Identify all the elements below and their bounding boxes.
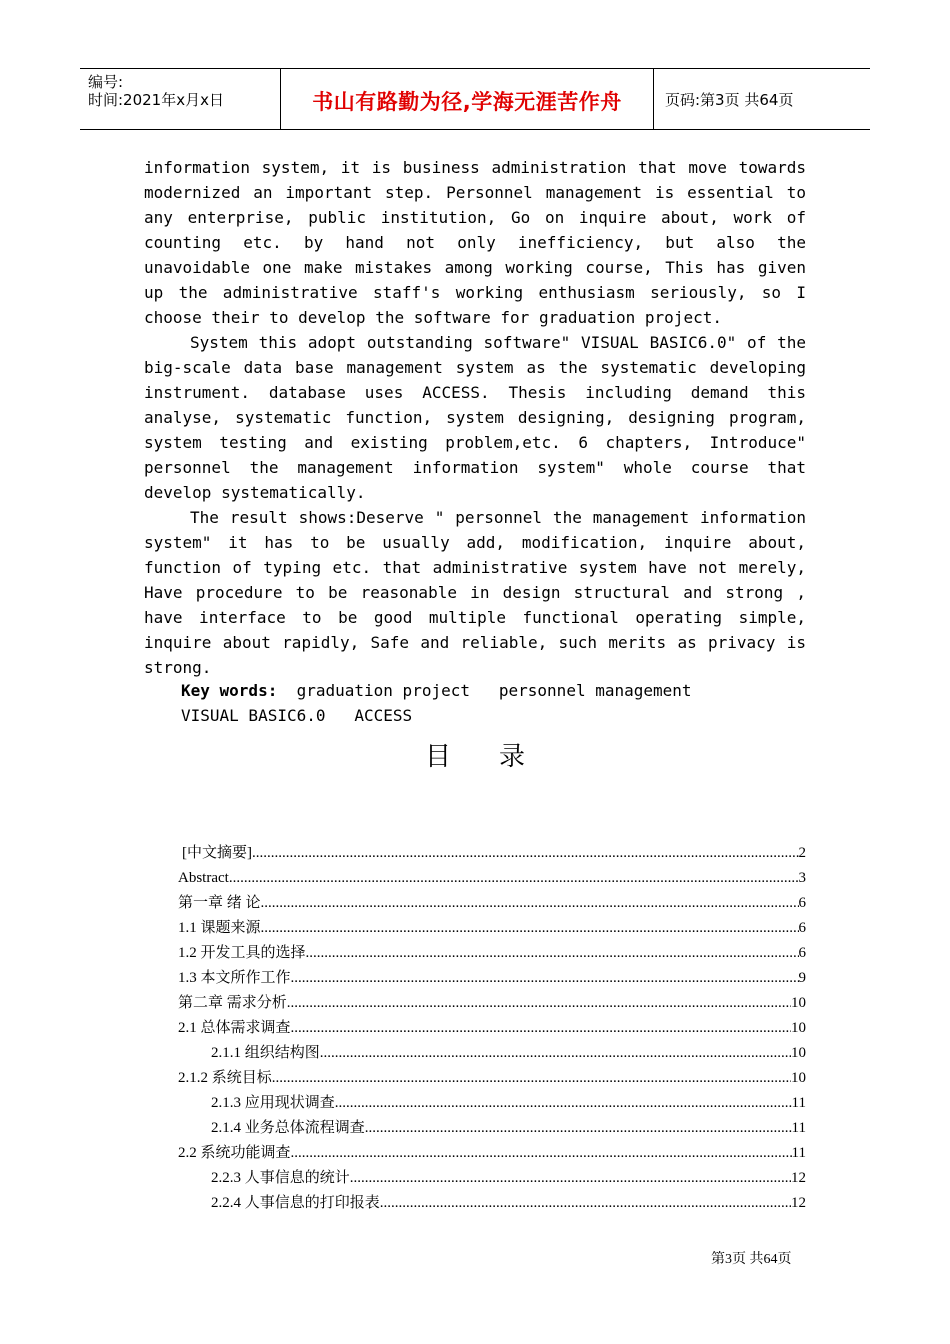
toc-dot-leader [261,891,799,916]
toc-entry-title: 2.1 总体需求调查 [178,1020,291,1036]
keywords [181,678,692,728]
toc-entry-page: 2 [798,845,806,861]
toc-entry[interactable] [211,1191,806,1216]
toc-dot-leader [252,841,799,866]
keywords-line-1: graduation project personnel management [277,681,692,700]
toc-entry-page: 10 [791,1070,806,1086]
abstract-paragraph: System this adopt outstanding software" VISUAL BASIC6.0" of the big-scale data base management system as the systematic developing instrument. database uses ACCESS. Thesis including demand this analyse, systematic function, system designing, designing program, system testing and existing problem,etc. 6 chapters, Introduce" personnel the management information system" whole course that develop systematically. [144,333,806,502]
toc-dot-leader [272,1066,791,1091]
toc-entry-title: 2.2.3 人事信息的统计 [211,1170,350,1186]
abstract-paragraph: The result shows:Deserve " personnel the management information system" it has to be usually add, modification, inquire about, function of typing etc. that administrative system have not merely, Have procedure to be reasonable in design structural and strong , have interface to be good multiple functional operating simple, inquire about rapidly, Safe and reliable, such merits as privacy is strong. [144,508,806,677]
toc-entry-title: 2.2 系统功能调查 [178,1145,291,1161]
toc-entry[interactable] [178,916,806,941]
toc-entry[interactable] [178,891,806,916]
header-page-cell [654,69,870,129]
toc-entry-page: 11 [791,1095,806,1111]
toc-dot-leader [229,866,799,891]
toc-dot-leader [306,941,799,966]
toc-dot-leader [291,966,799,991]
toc-title: 目录 [424,742,573,772]
page-footer: 第3页 共64页 [711,1252,792,1267]
toc-entry-title: Abstract [178,870,229,886]
toc-entry[interactable] [178,966,806,991]
toc-dot-leader [335,1091,792,1116]
keywords-label: Key words: [181,681,278,700]
toc-dot-leader [287,991,791,1016]
toc-entry[interactable] [178,1066,806,1091]
toc-entry[interactable] [211,1041,806,1066]
toc-entry-title: 1.1 课题来源 [178,920,261,936]
toc-dot-leader [291,1016,791,1041]
toc-entry-title: 2.1.1 组织结构图 [211,1045,320,1061]
toc-entry-title: 第二章 需求分析 [178,995,287,1011]
header-motto: 书山有路勤为径,学海无涯苦作舟 [312,90,622,114]
toc-entry-page: 10 [791,995,806,1011]
toc-entry-title: 2.1.4 业务总体流程调查 [211,1120,365,1136]
toc-entry[interactable] [211,1116,806,1141]
keywords-line-2: VISUAL BASIC6.0 ACCESS [181,706,413,725]
toc-entry-title: 1.3 本文所作工作 [178,970,291,986]
toc-entry-page: 3 [798,870,806,886]
toc-entry[interactable] [178,991,806,1016]
toc-entry-title: 第一章 绪 论 [178,895,261,911]
toc-entry[interactable] [178,1141,806,1166]
toc-entry-page: 10 [791,1020,806,1036]
page-header [80,68,870,130]
toc-dot-leader [261,916,799,941]
toc-entry[interactable] [178,941,806,966]
toc-entry[interactable] [178,866,806,891]
toc-entry-page: 6 [798,945,806,961]
toc-entry-page: 6 [798,895,806,911]
header-motto-cell [281,69,654,129]
toc-dot-leader [350,1166,791,1191]
toc-entry-page: 12 [791,1195,806,1211]
toc-entry-page: 10 [791,1045,806,1061]
toc-entry-title: 2.1.2 系统目标 [178,1070,272,1086]
toc-dot-leader [380,1191,791,1216]
abstract-body [144,155,806,680]
toc-entry[interactable] [178,1016,806,1041]
toc-entry-title: 2.1.3 应用现状调查 [211,1095,335,1111]
toc-entry-page: 6 [798,920,806,936]
toc-entry-title: 2.2.4 人事信息的打印报表 [211,1195,380,1211]
toc-entry-page: 11 [791,1120,806,1136]
toc-entry-page: 9 [798,970,806,986]
toc-entry-title: 1.2 开发工具的选择 [178,945,306,961]
toc-dot-leader [291,1141,792,1166]
doc-time-label: 时间:2021年x月x日 [88,91,224,109]
toc-dot-leader [320,1041,791,1066]
toc-entry-title: [中文摘要] [182,845,252,861]
header-page-info: 页码:第3页 共64页 [665,91,794,109]
toc-entry[interactable] [182,841,806,866]
toc-entry[interactable] [211,1091,806,1116]
abstract-paragraph: information system, it is business administration that move towards modernized an important step. Personnel management is essential to any enterprise, public institution, Go on inquire about, work of counting etc. by hand not only inefficiency, but also the unavoidable one make mistakes among working course, This has given up the administrative staff's working enthusiasm seriously, so I choose their to develop the software for graduation project. [144,158,806,327]
header-meta [80,69,281,129]
doc-number-label: 编号: [88,73,124,91]
toc-entry-page: 11 [791,1145,806,1161]
toc-entry[interactable] [211,1166,806,1191]
toc-dot-leader [365,1116,792,1141]
toc-entry-page: 12 [791,1170,806,1186]
